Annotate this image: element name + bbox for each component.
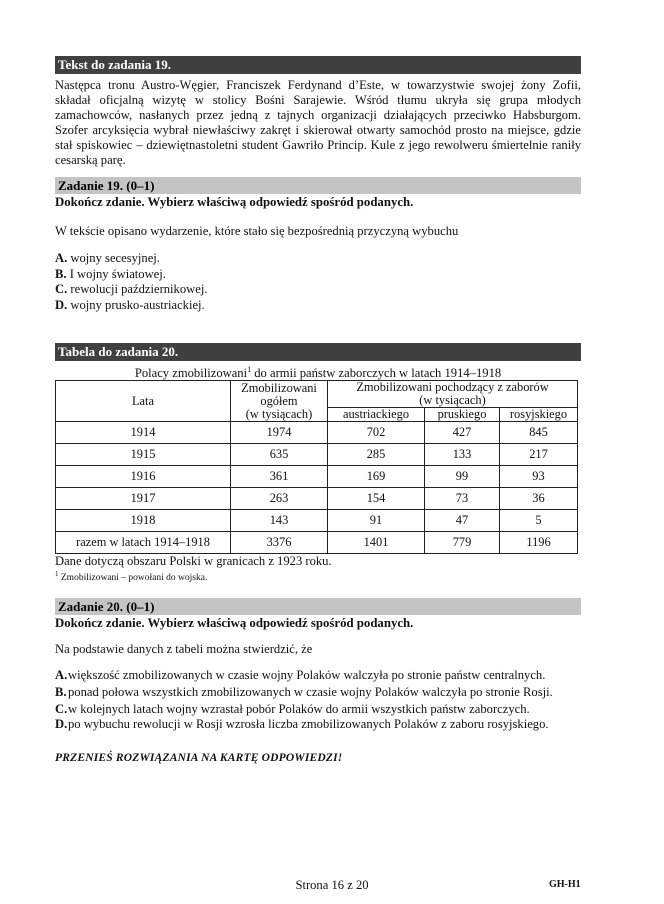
task20-option-b[interactable]: B. ponad połowa wszystkich zmobilizowanych w czasie wojny Polaków walczyła po stronie Rosji. bbox=[55, 685, 553, 700]
task19-option-c[interactable]: C. rewolucji październikowej. bbox=[55, 282, 208, 296]
task19-option-d[interactable]: D. wojny prusko-austriackiej. bbox=[55, 297, 205, 312]
table-note: Dane dotyczą obszaru Polski w granicach z 1923 roku. bbox=[55, 554, 332, 569]
table-row: 1916 361 169 99 93 bbox=[56, 466, 578, 488]
task20-option-a[interactable]: A. większość zmobilizowanych w czasie wojny Polaków walczyła po stronie państw centralnych. bbox=[55, 668, 546, 683]
transfer-answers-note: PRZENIEŚ ROZWIĄZANIA NA KARTĘ ODPOWIEDZI! bbox=[55, 752, 343, 765]
table-header-task20: Tabela do zadania 20. bbox=[55, 343, 581, 361]
table-footnote: $^1$ Zmobilizowani – powołani do wojska. bbox=[55, 570, 208, 584]
col-header-russian: rosyjskiego bbox=[500, 408, 578, 422]
table-row: 1915 635 285 133 217 bbox=[56, 444, 578, 466]
col-header-years: Lata bbox=[56, 381, 231, 422]
task19-instruction: Dokończ zdanie. Wybierz właściwą odpowiedź spośród podanych. bbox=[55, 195, 414, 209]
task20-option-c[interactable]: C. w kolejnych latach wojny wzrastał pobór Polaków do armii wszystkich państw zaborczych. bbox=[55, 702, 530, 717]
exam-code: GH-H1 bbox=[549, 879, 581, 890]
mobilization-table bbox=[55, 380, 578, 554]
task19-option-b[interactable]: B. I wojny światowej. bbox=[55, 266, 166, 281]
col-header-prussian: pruskiego bbox=[425, 408, 500, 422]
col-header-total: Zmobilizowani ogółem (w tysiącach) bbox=[231, 381, 328, 422]
table-caption: Polacy zmobilizowani$^1$ do armii państw zaborczych w latach 1914–1918 bbox=[134, 365, 502, 381]
task20-instruction: Dokończ zdanie. Wybierz właściwą odpowiedź spośród podanych. bbox=[55, 616, 414, 631]
task19-options bbox=[55, 251, 581, 313]
table-row: 1918 143 91 47 5 bbox=[56, 510, 578, 532]
page-number: Strona 16 z 20 bbox=[295, 878, 369, 892]
table-row-total: razem w latach 1914–1918 3376 1401 779 1196 bbox=[56, 532, 578, 554]
task20-option-d[interactable]: D. po wybuchu rewolucji w Rosji wzrosła liczba zmobilizowanych Polaków z zaboru rosyjskiego. bbox=[55, 717, 549, 732]
task20-options bbox=[55, 668, 581, 732]
page-content bbox=[55, 56, 581, 764]
task20-question: Na podstawie danych z tabeli można stwierdzić, że bbox=[55, 642, 313, 657]
task20-header: Zadanie 20. (0–1) bbox=[55, 598, 581, 615]
table-row: 1914 1974 702 427 845 bbox=[56, 422, 578, 444]
task19-question: W tekście opisano wydarzenie, które stało się bezpośrednią przyczyną wybuchu bbox=[55, 224, 459, 238]
text-header-task19: Tekst do zadania 19. bbox=[55, 56, 581, 74]
source-text-task19: Następca tronu Austro-Węgier, Franciszek Ferdynand d’Este, w towarzystwie swojej żony Zofii, składał oficjalną wizytę w stolicy Bośni Sarajewie. Wśród tłumu ukryła się grupa młodych zamachowców, nasłanych przez jedną z tajnych organizacji działających przeciwko Habsburgom. Szofer arcyksięcia wybrał niewłaściwy zakręt i skierował otwarty samochód prosto na miejsce, gdzie stał spiskowiec – dziewiętnastoletni student Gawriło Princip. Kule z jego rewolweru śmiertelnie raniły cesarską parę. bbox=[55, 78, 581, 167]
col-header-austrian: austriackiego bbox=[328, 408, 425, 422]
task19-option-a[interactable]: A. wojny secesyjnej. bbox=[55, 251, 160, 265]
table-row: 1917 263 154 73 36 bbox=[56, 488, 578, 510]
task19-header: Zadanie 19. (0–1) bbox=[55, 177, 581, 194]
col-header-partitions: Zmobilizowani pochodzący z zaborów (w tysiącach) bbox=[328, 381, 578, 408]
